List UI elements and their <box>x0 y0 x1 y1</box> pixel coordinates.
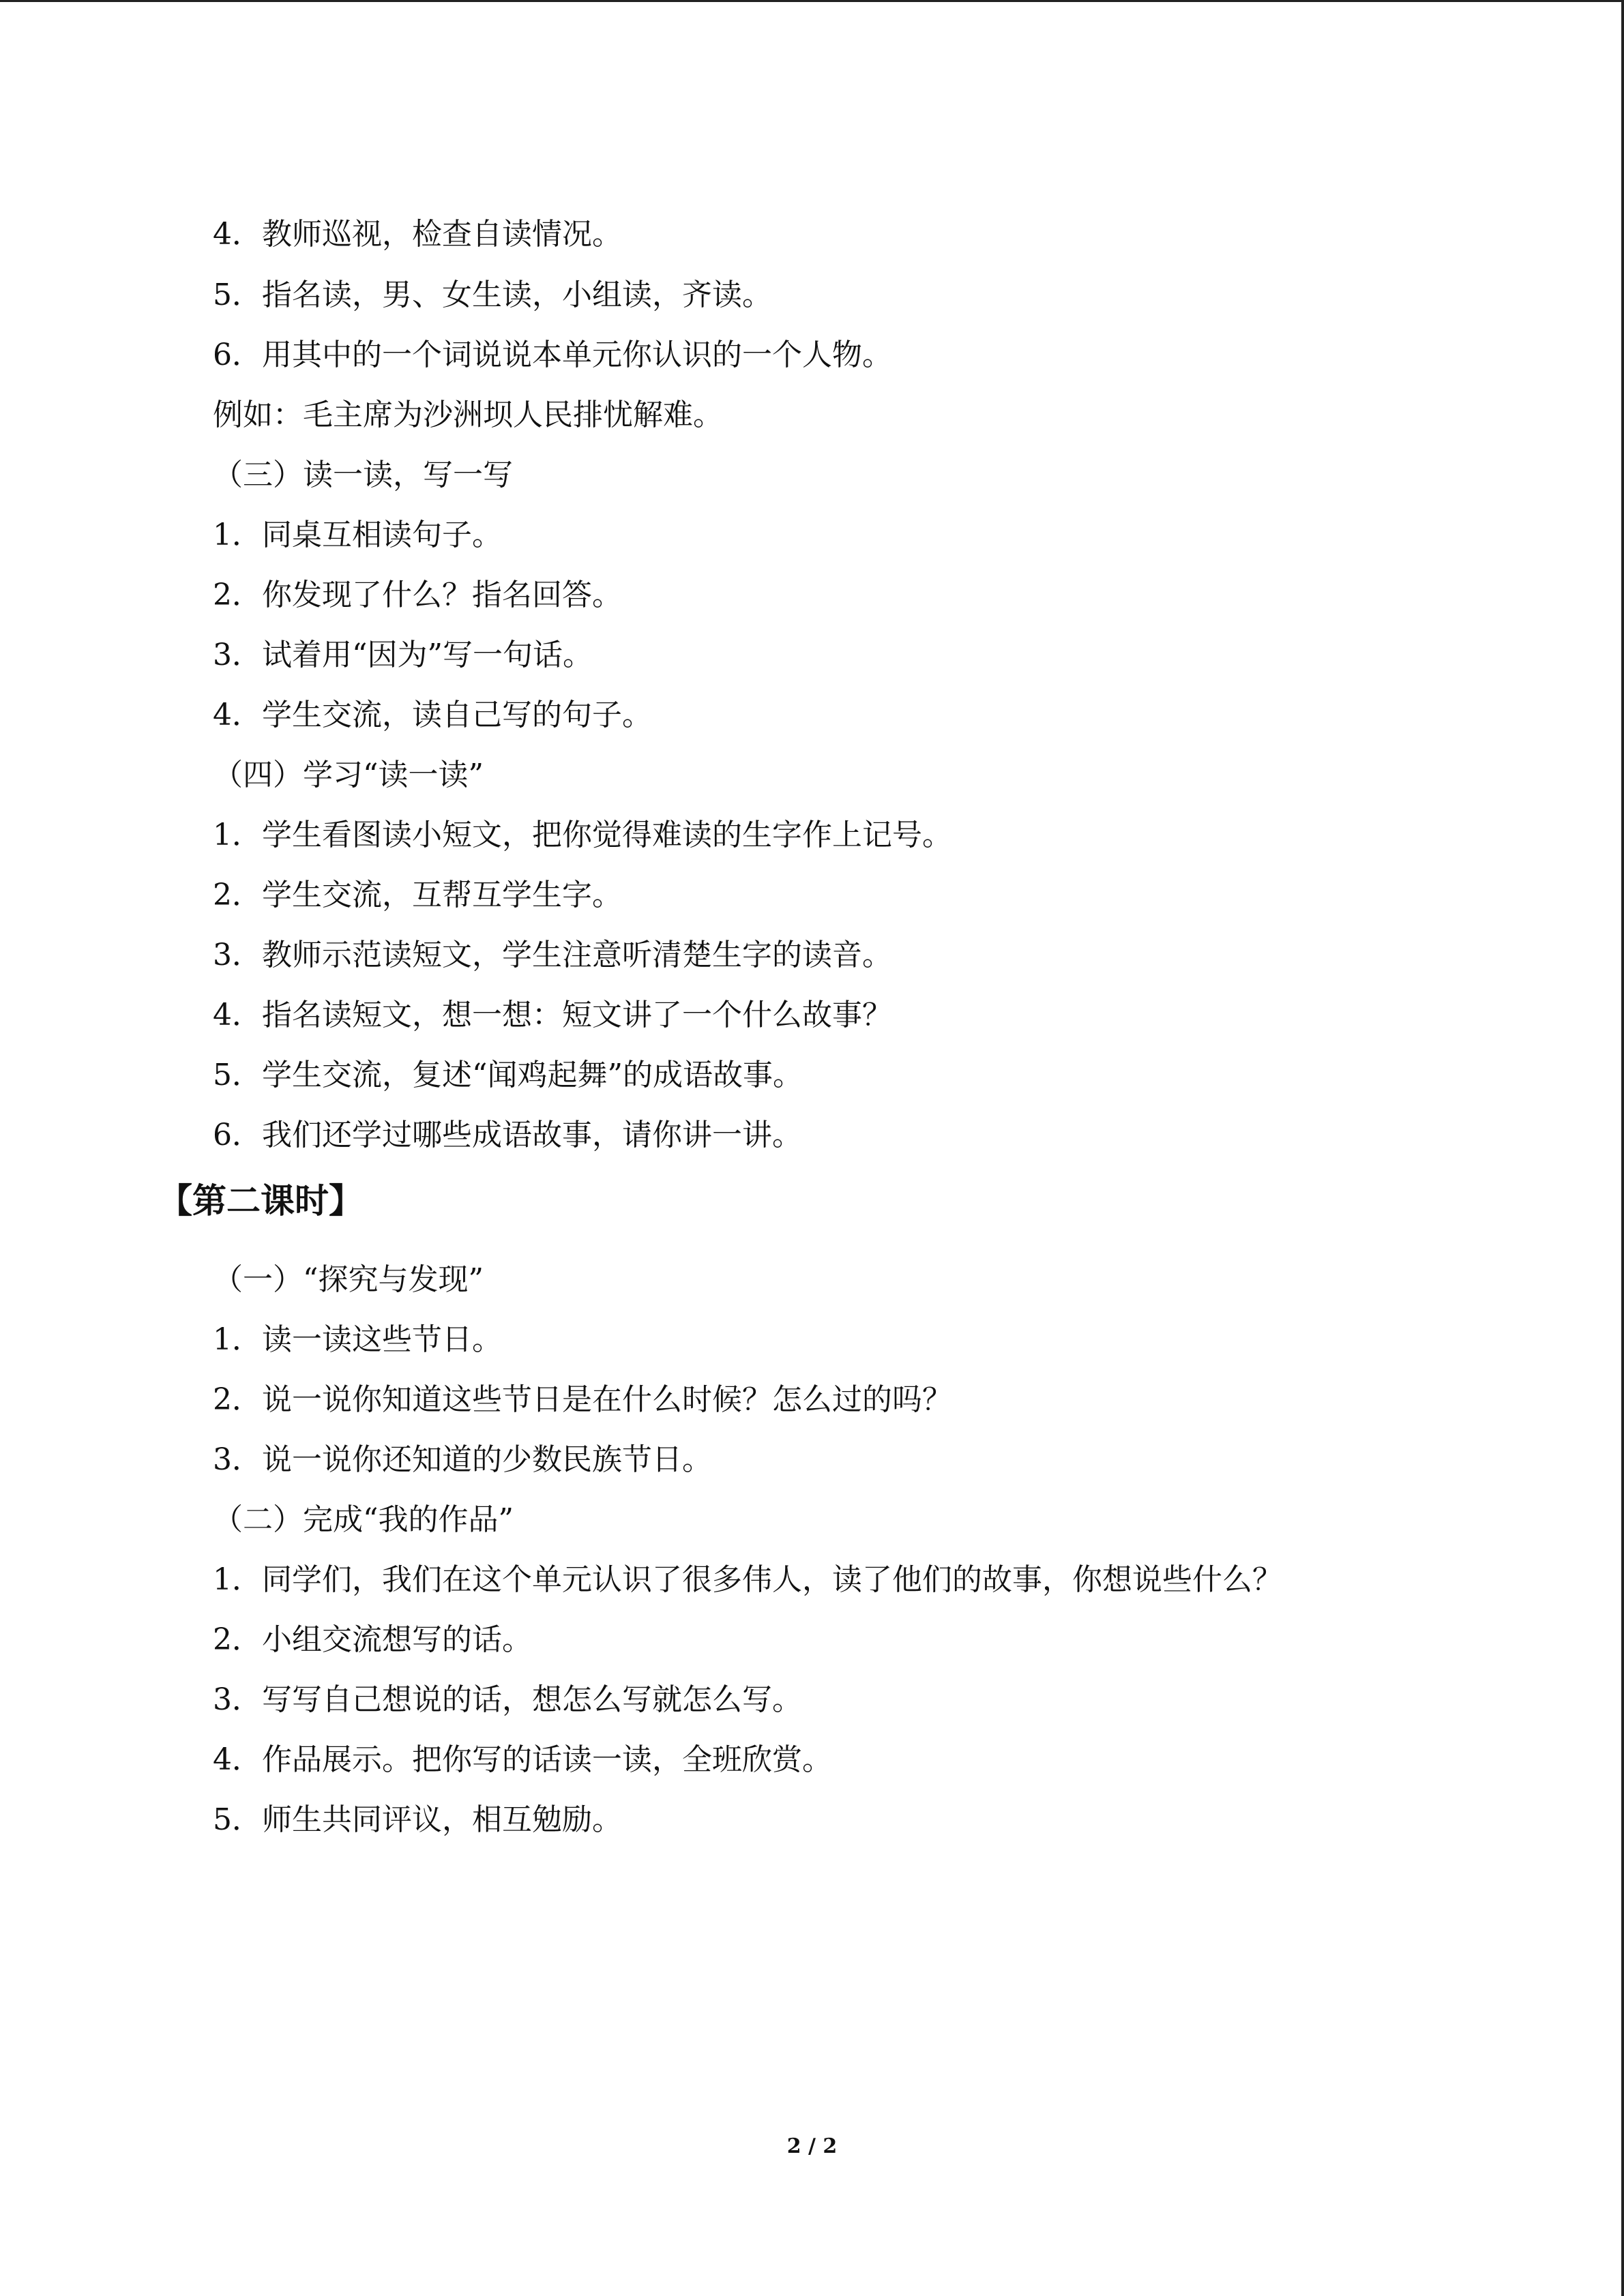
top-border-line <box>0 0 1624 2</box>
list-item: 1．学生看图读小短文，把你觉得难读的生字作上记号。 <box>213 818 952 852</box>
list-item: 4．学生交流，读自己写的句子。 <box>213 698 652 732</box>
lesson-heading: 【第二课时】 <box>158 1181 363 1221</box>
list-item: 6．用其中的一个词说说本单元你认识的一个人物。 <box>213 338 892 372</box>
section-title: （一）“探究与发现” <box>213 1262 484 1297</box>
list-item: 2．小组交流想写的话。 <box>213 1622 532 1657</box>
list-item: 6．我们还学过哪些成语故事，请你讲一讲。 <box>213 1118 802 1152</box>
list-item: 2．你发现了什么？指名回答。 <box>213 578 622 612</box>
example-line: 例如：毛主席为沙洲坝人民排忧解难。 <box>213 398 723 432</box>
list-item: 3．写写自己想说的话，想怎么写就怎么写。 <box>213 1682 802 1717</box>
list-item: 2．学生交流，互帮互学生字。 <box>213 878 622 912</box>
list-item: 4．教师巡视，检查自读情况。 <box>213 217 622 252</box>
list-item: 3．说一说你还知道的少数民族节日。 <box>213 1442 712 1477</box>
list-item: 3．教师示范读短文，学生注意听清楚生字的读音。 <box>213 938 892 972</box>
list-item: 5．学生交流，复述“闻鸡起舞”的成语故事。 <box>213 1058 803 1092</box>
section-title: （二）完成“我的作品” <box>213 1502 514 1537</box>
section-title: （四）学习“读一读” <box>213 758 484 792</box>
page-number: 2 / 2 <box>786 2134 838 2158</box>
list-item: 3．试着用“因为”写一句话。 <box>213 638 593 672</box>
list-item: 1．读一读这些节日。 <box>213 1322 502 1357</box>
list-item: 4．作品展示。把你写的话读一读，全班欣赏。 <box>213 1742 832 1777</box>
list-item: 1．同学们，我们在这个单元认识了很多伟人，读了他们的故事，你想说些什么？ <box>213 1562 1282 1597</box>
section-title: （三）读一读，写一写 <box>213 458 513 492</box>
list-item: 2．说一说你知道这些节日是在什么时候？怎么过的吗？ <box>213 1382 952 1417</box>
list-item: 5．指名读，男、女生读，小组读，齐读。 <box>213 278 772 312</box>
list-item: 4．指名读短文，想一想：短文讲了一个什么故事？ <box>213 998 892 1032</box>
right-border-line <box>1621 0 1624 2296</box>
list-item: 5．师生共同评议，相互勉励。 <box>213 1802 622 1837</box>
list-item: 1．同桌互相读句子。 <box>213 518 502 552</box>
